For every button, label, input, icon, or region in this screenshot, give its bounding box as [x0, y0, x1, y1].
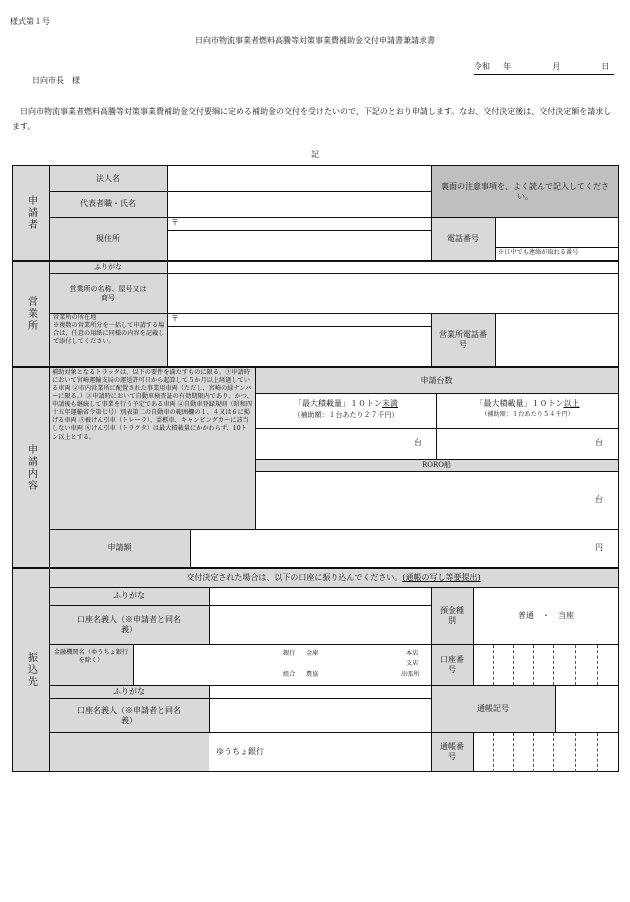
corp-name-label: 法人名	[96, 173, 120, 183]
bank-kind-bank: 銀行	[283, 650, 296, 657]
office-phone-label: 営業所電話番号	[439, 330, 487, 349]
phone-label: 電話番号	[447, 233, 479, 243]
over10-label: 「最大積載量」１０トン以上	[475, 399, 580, 408]
office-furigana-label: ふりがな	[94, 263, 122, 272]
office-name-field[interactable]	[168, 274, 618, 313]
date-month: 月	[552, 62, 561, 71]
yucho-holder-field[interactable]	[210, 699, 430, 732]
date-era: 令和	[474, 62, 490, 71]
office-name-label: 営業所の名称、屋号又は商号	[69, 284, 147, 302]
ki-heading: 記	[311, 150, 319, 159]
under10-count-field[interactable]	[256, 429, 435, 459]
deposit-type-options[interactable]: 普通 ・ 当座	[518, 611, 574, 620]
holder-furigana-label: ふりがな	[113, 591, 145, 600]
yucho-bank-label: ゆうちょ銀行	[216, 746, 264, 756]
deposit-type-label: 預金種別	[440, 606, 464, 625]
transfer-header: 交付決定された場合は、以下の口座に振り込んでください。 (通帳の写し等要提出)	[186, 573, 481, 582]
roro-count-field[interactable]	[256, 472, 618, 529]
over10-count-field[interactable]	[437, 429, 618, 459]
address-field[interactable]	[168, 231, 430, 260]
yucho-furigana-label: ふりがな	[113, 686, 145, 696]
amount-yen: 円	[595, 543, 603, 552]
application-section-label: 申請内容	[25, 443, 37, 492]
holder-field[interactable]	[210, 606, 430, 644]
roro-header: RORO船	[421, 460, 452, 469]
date-day: 日	[601, 62, 610, 71]
branch-kind-honten: 本店	[406, 650, 419, 657]
rep-name-label: 代表者職・氏名	[80, 199, 136, 208]
account-number-label: 口座番号	[440, 655, 464, 674]
bank-kind-nokyo: 農協	[306, 671, 319, 678]
under10-unit: 台	[414, 438, 422, 447]
over10-subsidy: （補助額：１台あたり５４千円）	[481, 411, 574, 418]
bank-kind-kumiai: 組合	[283, 671, 296, 678]
amount-field[interactable]	[191, 530, 618, 567]
holder-label: 口座名義人（※申請者と同名義）	[77, 615, 181, 634]
holder-furigana-field[interactable]	[210, 588, 430, 605]
bank-kind-kinko: 金庫	[306, 650, 319, 657]
bank-label: 金融機関名（ゆうちょ銀行を除く）	[53, 649, 129, 665]
yucho-furigana-field[interactable]	[210, 686, 430, 698]
office-location-label: 営業所の所在地	[53, 314, 97, 321]
office-furigana-field[interactable]	[168, 262, 618, 273]
addressee: 日向市長 様	[32, 76, 80, 85]
requirements-text: 補助対象となるトラックは、以下の要件を満たすものに限る。①申請時において宮崎運輸支局の運送許可日から起算して５か月以上経過している車両 ②市内営業所に配置された事業用車両（ただし、宮崎の緑ナンバーに限る。）③申請時において自動車検査証の有効期限内であり、かつ、申請後も継続して事業を行う予定である車両 ④自動車登録規則（昭和四十五年運輸省令第七号）別表第二の自動車の範囲欄の１、４又は６に掲げる車両 ⑤被けん引車（トレーラ）、霊柩車、キャンピングカーに該当しない車両 ⑥けん引車（トラクタ）は最大積載量にかかわらず、10トン以上とする。	[52, 369, 253, 441]
page-title: 日向市物流事業者燃料高騰等対策事業費補助金交付申請書兼請求書	[195, 36, 435, 45]
address-label: 現住所	[96, 233, 120, 243]
intro-text: 日向市物流事業者燃料高騰等対策事業費補助金交付要綱に定める補助金の交付を受けたいので、下記のとおり申請します。なお、交付決定後は、交付決定額を請求します。	[12, 107, 612, 132]
form-number: 様式第１号	[10, 17, 50, 26]
office-section-label: 営業所	[25, 296, 37, 332]
office-location-note: ※複数の営業所分を一括して申請する場合は、任意の用紙に同様の内容を記載して添付してください。	[53, 322, 165, 346]
count-header: 申請台数	[420, 375, 453, 385]
bank-name-field[interactable]	[134, 645, 430, 685]
notice-box: 裏面の注意事項を、よく読んで記入してください。	[441, 182, 609, 201]
under10-subsidy: （補助額：１台あたり２７千円）	[293, 411, 399, 419]
passbook-symbol-label: 通帳記号	[477, 703, 509, 713]
address-postal-mark: 〒	[171, 218, 179, 227]
office-postal-mark: 〒	[171, 314, 179, 323]
roro-unit: 台	[595, 495, 603, 504]
phone-note: ※日中でも連絡が取れる番号	[498, 249, 579, 256]
transfer-section-label: 振込先	[25, 652, 37, 688]
rep-name-field[interactable]	[168, 192, 430, 217]
passbook-number-label: 通帳番号	[440, 742, 464, 761]
office-location-field[interactable]	[168, 327, 430, 366]
account-number-field[interactable]	[474, 645, 618, 685]
date-line[interactable]	[474, 62, 614, 75]
branch-kind-shucchojo: 出張所	[401, 671, 420, 678]
over10-unit: 台	[595, 438, 603, 447]
yucho-holder-label: 口座名義人（※申請者と同名義）	[77, 705, 181, 725]
office-phone-field[interactable]	[496, 314, 618, 366]
date-year: 年	[503, 62, 512, 71]
branch-kind-shiten: 支店	[406, 660, 419, 667]
amount-label: 申請額	[107, 543, 132, 552]
passbook-symbol-field[interactable]	[556, 686, 618, 732]
under10-label: 「最大積載量」１０トン未満	[294, 399, 398, 408]
phone-field[interactable]	[496, 218, 618, 247]
corp-name-field[interactable]	[168, 166, 430, 191]
applicant-section-label: 申請者	[25, 195, 37, 231]
passbook-number-field[interactable]	[474, 733, 618, 771]
